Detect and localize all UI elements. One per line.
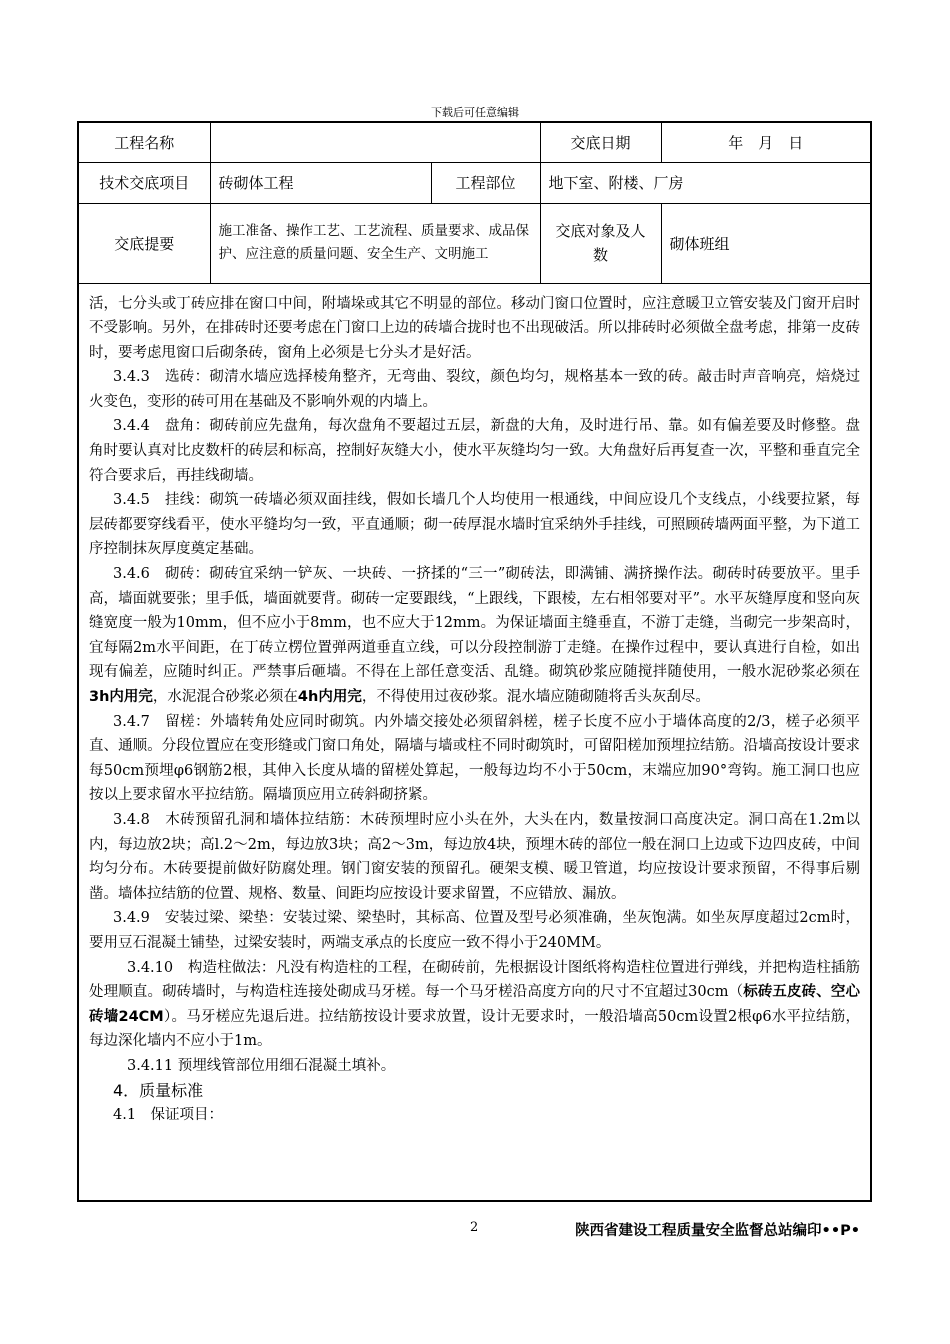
body-text xyxy=(79,284,870,1128)
paragraph-3-4-9: 3.4.9 安装过梁、梁垫：安装过梁、梁垫时，其标高、位置及型号必须准确，坐灰饱满。如坐灰厚度超过2cm时，要用豆石混凝土铺垫，过梁安装时，两端支承点的长度应一致不得小于240MM。 xyxy=(89,910,860,951)
part-value: 地下室、附楼、厂房 xyxy=(540,162,870,203)
target-label: 交底对象及人数 xyxy=(540,203,661,283)
document-frame xyxy=(77,121,872,1202)
paragraph-3-4-5: 3.4.5 挂线：砌筑一砖墙必须双面挂线，假如长墙几个人均使用一根通线，中间应设几个支线点，小线要拉紧，每层砖都要穿线看平，使水平缝均匀一致，平直通顺；砌一砖厚混水墙时宜采纳外手挂线，可照顾砖墙两面平整，为下道工序控制抹灰厚度奠定基础。 xyxy=(89,492,860,558)
target-value: 砌体班组 xyxy=(661,203,870,283)
top-note: 下载后可任意编辑 xyxy=(431,106,519,119)
paragraph-3-4-3: 3.4.3 选砖：砌清水墙应选择棱角整齐，无弯曲、裂纹，颜色均匀，规格基本一致的砖。敲击时声音响亮，焙烧过火变色，变形的砖可用在基础及不影响外观的内墙上。 xyxy=(89,369,860,410)
section-heading-4: 4．质量标准 xyxy=(113,1080,204,1100)
date-value: 年 月 日 xyxy=(661,123,870,162)
paragraph-3-4-10: 3.4.10 构造柱做法：凡没有构造柱的工程，在砌砖前，先根据设计图纸将构造柱位置进行弹线，并把构造柱插筋处理顺直。砌砖墙时，与构造柱连接处砌成马牙槎。每一个马牙槎沿高度方向的尺寸不宜超过30cm（标砖五皮砖、空心砖墙24CM）。马牙槎应先退后进。拉结筋按设计要求放置，设计无要求时，一般沿墙高50cm设置2根φ6水平拉结筋，每边深化墙内不应小于1m。 xyxy=(89,959,861,1050)
page-number: 2 xyxy=(470,1220,479,1235)
item-value: 砖砌体工程 xyxy=(210,162,431,203)
paragraph-3-4-11: 3.4.11 预埋线管部位用细石混凝土填补。 xyxy=(127,1057,396,1074)
summary-label: 交底提要 xyxy=(79,203,210,283)
paragraph-3-4-7: 3.4.7 留槎：外墙转角处应同时砌筑。内外墙交接处必须留斜槎，槎子长度不应小于墙体高度的2/3，槎子必须平直、通顺。分段位置应在变形缝或门窗口角处，隔墙与墙或柱不同时砌筑时，可留阳槎加预埋拉结筋。沿墙高按设计要求每50cm预埋φ6钢筋2根，其伸入长度从墙的留槎处算起，一般每边均不小于50cm，末端应加90°弯钩。施工洞口也应按以上要求留水平拉结筋。隔墙顶应用立砖斜砌挤紧。 xyxy=(89,713,860,804)
paragraph-3-4-6: 3.4.6 砌砖：砌砖宜采纳一铲灰、一块砖、一挤揉的“三一”砌砖法，即满铺、满挤操作法。砌砖时砖要放平。里手高，墙面就要张；里手低，墙面就要背。砌砖一定要跟线，“上跟线，下跟棱，左右相邻要对平”。水平灰缝厚度和竖向灰缝宽度一般为10mm，但不应小于8mm，也不应大于12mm。为保证墙面主缝垂直，不游丁走缝，当砌完一步架高时，宜每隔2m水平间距，在丁砖立楞位置弹两道垂直立线，可以分段控制游丁走缝。在操作过程中，要认真进行自检，如出现有偏差，应随时纠正。严禁事后砸墙。不得在上部任意变活、乱缝。砌筑砂浆应随搅拌随使用，一般水泥砂浆必须在3h内用完，水泥混合砂浆必须在4h内用完，不得使用过夜砂浆。混水墙应随砌随将舌头灰刮尽。 xyxy=(89,566,860,705)
project-name-value xyxy=(210,123,540,162)
item-label: 技术交底项目 xyxy=(79,162,210,203)
summary-value: 施工准备、操作工艺、工艺流程、质量要求、成品保护、应注意的质量问题、安全生产、文明施工 xyxy=(210,203,540,283)
paragraph-4-1: 4.1 保证项目： xyxy=(113,1107,224,1124)
part-label: 工程部位 xyxy=(431,162,540,203)
publisher-footer: 陕西省建设工程质量安全监督总站编印••P• xyxy=(575,1223,860,1239)
paragraph-3-4-8: 3.4.8 木砖预留孔洞和墙体拉结筋：木砖预埋时应小头在外，大头在内，数量按洞口高度决定。洞口高在1.2m以内，每边放2块；高l.2～2m，每边放3块；高2～3m，每边放4块，预埋木砖的部位一般在洞口上边或下边四皮砖，中间均匀分布。木砖要提前做好防腐处理。钢门窗安装的预留孔。硬架支模、暖卫管道，均应按设计要求预留，不得事后剔凿。墙体拉结筋的位置、规格、数量、间距均应按设计要求留置，不应错放、漏放。 xyxy=(89,811,860,902)
header-table xyxy=(79,123,870,284)
paragraph-3-4-4: 3.4.4 盘角：砌砖前应先盘角，每次盘角不要超过五层，新盘的大角，及时进行吊、靠。如有偏差要及时修整。盘角时要认真对比皮数杆的砖层和标高，控制好灰缝大小，使水平灰缝均匀一致。大角盘好后再复查一次，平整和垂直完全符合要求后，再挂线砌墙。 xyxy=(89,418,860,484)
paragraph-continuation: 活，七分头或丁砖应排在窗口中间，附墙垛或其它不明显的部位。移动门窗口位置时，应注意暖卫立管安装及门窗开启时不受影响。另外，在排砖时还要考虑在门窗口上边的砖墙合拢时也不出现破活。所以排砖时必须做全盘考虑，排第一皮砖时，要考虑甩窗口后砌条砖，窗角上必须是七分头才是好活。 xyxy=(89,295,860,361)
project-name-label: 工程名称 xyxy=(79,123,210,162)
date-label: 交底日期 xyxy=(540,123,661,162)
